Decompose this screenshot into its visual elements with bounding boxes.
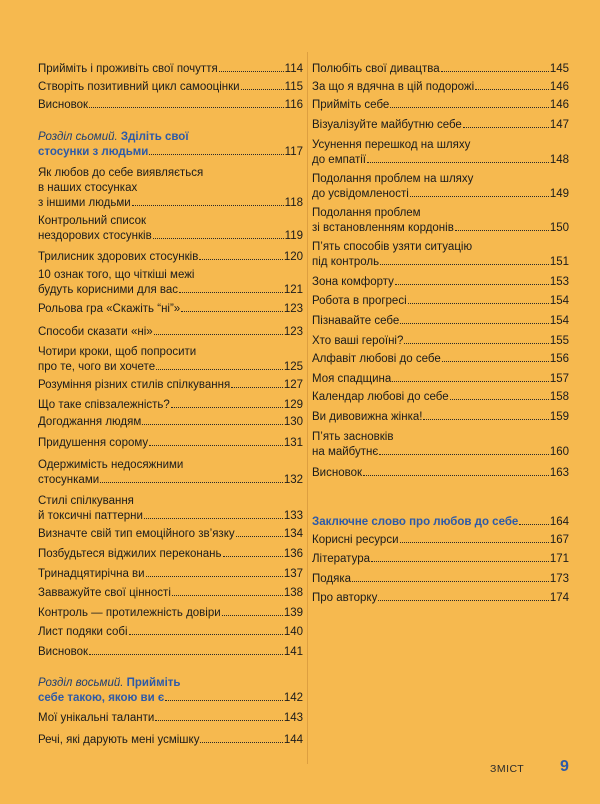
toc-entry[interactable] (38, 214, 303, 244)
dot-leader (241, 89, 284, 90)
dot-leader (149, 154, 283, 155)
dot-leader (154, 334, 283, 335)
toc-entry-title: Висновок (312, 467, 362, 479)
dot-leader (89, 107, 284, 108)
toc-entry[interactable] (38, 645, 303, 660)
toc-entry[interactable] (312, 118, 569, 133)
toc-entry[interactable] (38, 567, 303, 582)
dot-leader (519, 524, 548, 525)
toc-entry-title: Корисні ресурси (312, 534, 399, 546)
toc-entry[interactable] (38, 711, 303, 726)
toc-entry-line (38, 494, 303, 509)
toc-entry-title: Моя спадщина (312, 373, 392, 385)
chapter-label: Розділ сьомий. (38, 131, 118, 143)
toc-page-number: 150 (549, 222, 569, 234)
toc-page-number: 163 (549, 467, 569, 479)
toc-entry-title: Мої унікальні таланти (38, 712, 155, 724)
toc-entry[interactable] (312, 410, 569, 425)
toc-entry[interactable] (38, 398, 303, 413)
toc-chapter-heading[interactable] (38, 130, 303, 160)
toc-entry-line (38, 98, 303, 113)
dot-leader (400, 542, 549, 543)
toc-entry-title: Ви дивовижна жінка! (312, 411, 423, 423)
toc-page-number: 154 (549, 315, 569, 327)
toc-entry-title: Розуміння різних стилів спілкування (38, 379, 231, 391)
dot-leader (352, 581, 549, 582)
dot-leader (380, 264, 549, 265)
toc-entry[interactable] (312, 240, 569, 270)
toc-entry-line (38, 606, 303, 621)
toc-entry[interactable] (38, 80, 303, 95)
toc-entry-line (38, 302, 303, 317)
dot-leader (395, 284, 549, 285)
toc-entry-title: Тринадцятирічна ви (38, 568, 145, 580)
dot-leader (89, 654, 283, 655)
toc-entry-title: Візуалізуйте майбутню себе (312, 119, 462, 131)
toc-entry-title: до емпатії (312, 154, 366, 166)
dot-leader (378, 600, 548, 601)
toc-entry-line (38, 436, 303, 451)
toc-page-number: 146 (549, 81, 569, 93)
toc-entry-title: під контроль (312, 256, 380, 268)
toc-entry[interactable] (312, 466, 569, 481)
toc-page-number: 114 (284, 63, 303, 75)
toc-entry[interactable] (312, 80, 569, 95)
toc-entry-line (38, 145, 303, 160)
toc-entry[interactable] (38, 98, 303, 113)
toc-page-number: 142 (283, 692, 303, 704)
toc-entry-line (312, 334, 569, 349)
toc-entry-line (38, 130, 303, 145)
column-divider (307, 52, 308, 764)
toc-entry-title: Чотири кроки, щоб попросити (38, 346, 197, 358)
toc-page-number: 141 (283, 646, 303, 658)
dot-leader (146, 576, 283, 577)
toc-entry-line (38, 229, 303, 244)
dot-leader (450, 399, 549, 400)
toc-page-number: 143 (283, 712, 303, 724)
toc-entry-line (38, 214, 303, 229)
toc-entry-line (312, 515, 569, 530)
toc-entry[interactable] (38, 302, 303, 317)
toc-entry-title: Контроль — протилежність довіри (38, 607, 221, 619)
toc-entry-title: Прийміть і проживіть свої почуття (38, 63, 218, 75)
toc-entry-title: Придушення сорому (38, 437, 149, 449)
chapter-label: Розділ восьмий. (38, 677, 124, 689)
toc-page-number: 127 (283, 379, 303, 391)
dot-leader (149, 445, 283, 446)
toc-chapter-heading[interactable] (38, 676, 303, 706)
toc-entry-line (312, 221, 569, 236)
toc-entry-line (38, 567, 303, 582)
toc-page-number: 144 (283, 734, 303, 746)
toc-page-number: 130 (283, 416, 303, 428)
toc-entry-title: зі встановленням кордонів (312, 222, 454, 234)
toc-entry[interactable] (312, 138, 569, 168)
toc-entry-line (312, 445, 569, 460)
toc-entry-line (38, 711, 303, 726)
toc-page-number: 134 (283, 528, 303, 540)
toc-entry-title: й токсичні паттерни (38, 510, 143, 522)
dot-leader (400, 323, 549, 324)
toc-entry-title: стосунками (38, 474, 100, 486)
toc-entry-line (38, 733, 303, 748)
footer-section-label: ЗМІСТ (490, 763, 525, 775)
dot-leader (222, 615, 283, 616)
toc-entry-line (38, 527, 303, 542)
dot-leader (367, 162, 549, 163)
toc-entry-line (38, 181, 303, 196)
toc-page-number: 121 (283, 284, 303, 296)
toc-entry-line (312, 430, 569, 445)
toc-page-number: 133 (283, 510, 303, 522)
toc-entry[interactable] (38, 345, 303, 375)
toc-page-number: 174 (549, 592, 569, 604)
toc-page-number: 145 (549, 63, 569, 75)
toc-entry-line (312, 206, 569, 221)
toc-page-number: 119 (284, 230, 303, 242)
toc-entry-line (38, 268, 303, 283)
dot-leader (455, 230, 549, 231)
toc-entry-line (312, 552, 569, 567)
toc-page-number: 154 (549, 295, 569, 307)
dot-leader (442, 361, 549, 362)
toc-entry-line (38, 509, 303, 524)
toc-entry-title: Як любов до себе виявляється (38, 167, 204, 179)
toc-entry-line (38, 458, 303, 473)
toc-entry-title: Подолання проблем (312, 207, 421, 219)
toc-entry-line (38, 196, 303, 211)
toc-entry-line (38, 80, 303, 95)
toc-entry-line (38, 378, 303, 393)
toc-entry-line (312, 98, 569, 113)
toc-entry[interactable] (312, 552, 569, 567)
toc-entry-title: Алфавіт любові до себе (312, 353, 441, 365)
footer-page-number: 9 (560, 758, 569, 775)
toc-entry-line (312, 240, 569, 255)
toc-page-number: 125 (283, 361, 303, 373)
dot-leader (379, 454, 549, 455)
toc-entry-title: Одержимість недосяжними (38, 459, 184, 471)
toc-entry-title: Хто ваші героїні? (312, 335, 404, 347)
toc-page-number: 173 (549, 573, 569, 585)
dot-leader (144, 518, 283, 519)
toc-entry-line (312, 80, 569, 95)
toc-entry[interactable] (312, 314, 569, 329)
toc-page-number: 116 (284, 99, 303, 111)
dot-leader (155, 720, 282, 721)
toc-entry-title: Заключне слово про любов до себе (312, 516, 519, 528)
toc-entry-title: Література (312, 553, 370, 565)
toc-page-number: 146 (549, 99, 569, 111)
dot-leader (392, 381, 549, 382)
dot-leader (129, 634, 283, 635)
toc-entry-line (38, 166, 303, 181)
toc-entry-line (38, 325, 303, 340)
toc-entry[interactable] (38, 586, 303, 601)
toc-entry-title: на майбутнє (312, 446, 379, 458)
toc-entry-title: Пізнавайте себе (312, 315, 400, 327)
toc-entry-line (312, 372, 569, 387)
toc-entry[interactable] (312, 275, 569, 290)
toc-entry-line (38, 645, 303, 660)
dot-leader (463, 127, 549, 128)
toc-entry-title: до усвідомленості (312, 188, 409, 200)
toc-page-number: 115 (284, 81, 303, 93)
toc-page-number: 147 (549, 119, 569, 131)
toc-entry-line (312, 390, 569, 405)
toc-entry-title: з іншими людьми (38, 197, 131, 209)
toc-entry-line (312, 172, 569, 187)
toc-entry-title: Створіть позитивний цикл самооцінки (38, 81, 240, 93)
toc-entry-title: Висновок (38, 646, 88, 658)
dot-leader (153, 238, 284, 239)
toc-page-number: 157 (549, 373, 569, 385)
toc-entry-title: Календар любові до себе (312, 391, 449, 403)
toc-entry-title: будуть корисними для вас (38, 284, 179, 296)
dot-leader (223, 556, 283, 557)
toc-page-number: 117 (284, 146, 303, 158)
toc-entry[interactable] (38, 547, 303, 562)
toc-entry-line (38, 415, 303, 430)
dot-leader (179, 292, 283, 293)
dot-leader (231, 387, 283, 388)
toc-entry[interactable] (38, 268, 303, 298)
toc-entry-line (312, 187, 569, 202)
toc-entry[interactable] (312, 294, 569, 309)
toc-entry-line (312, 533, 569, 548)
toc-entry[interactable] (312, 390, 569, 405)
toc-page-number: 120 (283, 251, 303, 263)
toc-page-number: 136 (283, 548, 303, 560)
toc-page-number: 118 (284, 197, 303, 209)
toc-entry-line (312, 410, 569, 425)
toc-entry-title: П’ять способів узяти ситуацію (312, 241, 473, 253)
toc-entry-title: Подолання проблем на шляху (312, 173, 474, 185)
dot-leader (408, 303, 549, 304)
toc-entry[interactable] (312, 206, 569, 236)
toc-entry-title: Позбудьтеся віджилих переконань (38, 548, 222, 560)
toc-entry-title: За що я вдячна в цій подорожі (312, 81, 475, 93)
toc-entry-title: Робота в прогресі (312, 295, 407, 307)
toc-entry-line (312, 62, 569, 77)
toc-entry[interactable] (312, 572, 569, 587)
dot-leader (181, 311, 283, 312)
toc-entry-title: про те, чого ви хочете (38, 361, 156, 373)
toc-page-number: 155 (549, 335, 569, 347)
toc-entry-title: 10 ознак того, що чіткіші межі (38, 269, 195, 281)
dot-leader (142, 424, 283, 425)
toc-page-number: 132 (283, 474, 303, 486)
dot-leader (200, 742, 282, 743)
toc-page-number: 123 (283, 326, 303, 338)
toc-entry-title: в наших стосунках (38, 182, 138, 194)
dot-leader (423, 419, 548, 420)
toc-entry-line (312, 275, 569, 290)
toc-entry[interactable] (38, 62, 303, 77)
dot-leader (236, 536, 283, 537)
toc-entry-line (38, 625, 303, 640)
toc-page-number: 153 (549, 276, 569, 288)
toc-entry-title: П’ять засновків (312, 431, 394, 443)
dot-leader (390, 107, 549, 108)
toc-entry-line (38, 250, 303, 265)
toc-entry-line (38, 473, 303, 488)
toc-entry-line (38, 691, 303, 706)
toc-entry-title: стосунки з людьми (38, 146, 149, 158)
toc-page-number: 171 (549, 553, 569, 565)
toc-page-number: 158 (549, 391, 569, 403)
toc-page-number: 151 (549, 256, 569, 268)
toc-entry-title: Подяка (312, 573, 352, 585)
toc-entry-title: Полюбіть свої дивацтва (312, 63, 440, 75)
toc-entry-title: Прийміть себе (312, 99, 390, 111)
toc-entry-line (38, 62, 303, 77)
dot-leader (171, 407, 283, 408)
dot-leader (165, 700, 283, 701)
toc-entry[interactable] (312, 515, 569, 530)
toc-entry[interactable] (38, 325, 303, 340)
toc-entry-line (312, 572, 569, 587)
toc-entry-line (38, 547, 303, 562)
toc-page-number: 140 (283, 626, 303, 638)
toc-entry-line (312, 118, 569, 133)
toc-page-number: 156 (549, 353, 569, 365)
toc-entry[interactable] (312, 372, 569, 387)
toc-entry-line (312, 255, 569, 270)
toc-page-number: 159 (549, 411, 569, 423)
toc-entry[interactable] (38, 415, 303, 430)
toc-entry[interactable] (38, 166, 303, 211)
toc-entry-line (38, 283, 303, 298)
toc-entry[interactable] (312, 98, 569, 113)
dot-leader (475, 89, 549, 90)
toc-entry[interactable] (312, 172, 569, 202)
toc-entry[interactable] (38, 436, 303, 451)
toc-entry[interactable] (38, 494, 303, 524)
toc-entry[interactable] (38, 527, 303, 542)
toc-entry[interactable] (312, 352, 569, 367)
dot-leader (199, 259, 283, 260)
toc-entry-title: Стилі спілкування (38, 495, 134, 507)
toc-page-number: 164 (549, 516, 569, 528)
toc-entry[interactable] (312, 334, 569, 349)
toc-entry[interactable] (38, 606, 303, 621)
toc-entry-title: Що таке співзалежність? (38, 399, 170, 411)
toc-entry-title: Зділіть свої (120, 131, 189, 143)
toc-entry-line (312, 153, 569, 168)
toc-entry-title: нездорових стосунків (38, 230, 152, 242)
toc-page-number: 138 (283, 587, 303, 599)
toc-entry-title: Лист подяки собі (38, 626, 128, 638)
toc-page-number: 148 (549, 154, 569, 166)
toc-page-number: 139 (283, 607, 303, 619)
toc-entry-title: себе такою, якою ви є (38, 692, 165, 704)
toc-entry-title: Контрольний список (38, 215, 147, 227)
toc-page-number: 123 (283, 303, 303, 315)
toc-entry-title: Висновок (38, 99, 88, 111)
dot-leader (441, 71, 549, 72)
toc-page-number: 129 (283, 399, 303, 411)
dot-leader (172, 595, 283, 596)
toc-entry-line (312, 466, 569, 481)
toc-entry[interactable] (312, 62, 569, 77)
toc-entry[interactable] (38, 733, 303, 748)
toc-entry-title: Догоджання людям (38, 416, 142, 428)
dot-leader (363, 475, 549, 476)
toc-entry-title: Трилисник здорових стосунків (38, 251, 199, 263)
toc-entry-title: Про авторку (312, 592, 378, 604)
toc-page-number: 160 (549, 446, 569, 458)
toc-entry-title: Визначте свій тип емоційного зв’язку (38, 528, 235, 540)
dot-leader (371, 561, 549, 562)
toc-page-number: 137 (283, 568, 303, 580)
toc-entry-title: Усунення перешкод на шляху (312, 139, 471, 151)
toc-entry[interactable] (38, 250, 303, 265)
dot-leader (404, 343, 548, 344)
dot-leader (100, 482, 283, 483)
toc-entry-line (312, 138, 569, 153)
toc-entry-title: Способи сказати «ні» (38, 326, 153, 338)
toc-entry-title: Речі, які дарують мені усмішку (38, 734, 200, 746)
toc-entry[interactable] (38, 458, 303, 488)
toc-entry-line (38, 360, 303, 375)
toc-page-number: 149 (549, 188, 569, 200)
dot-leader (132, 205, 284, 206)
dot-leader (219, 71, 284, 72)
dot-leader (410, 196, 549, 197)
toc-entry[interactable] (312, 533, 569, 548)
toc-entry-line (312, 314, 569, 329)
toc-entry-line (38, 345, 303, 360)
toc-entry-line (312, 352, 569, 367)
toc-entry-line (312, 294, 569, 309)
toc-page-number: 167 (549, 534, 569, 546)
toc-entry[interactable] (38, 625, 303, 640)
toc-entry[interactable] (312, 430, 569, 460)
toc-entry-title: Рольова гра «Скажіть “ні”» (38, 303, 181, 315)
toc-entry-line (38, 676, 303, 691)
dot-leader (156, 369, 283, 370)
toc-entry-line (38, 398, 303, 413)
toc-entry-line (38, 586, 303, 601)
toc-entry[interactable] (312, 591, 569, 606)
toc-page-number: 131 (283, 437, 303, 449)
toc-entry-title: Прийміть (126, 677, 181, 689)
toc-entry-line (312, 591, 569, 606)
toc-entry-title: Зона комфорту (312, 276, 394, 288)
toc-entry[interactable] (38, 378, 303, 393)
toc-entry-title: Завважуйте свої цінності (38, 587, 171, 599)
